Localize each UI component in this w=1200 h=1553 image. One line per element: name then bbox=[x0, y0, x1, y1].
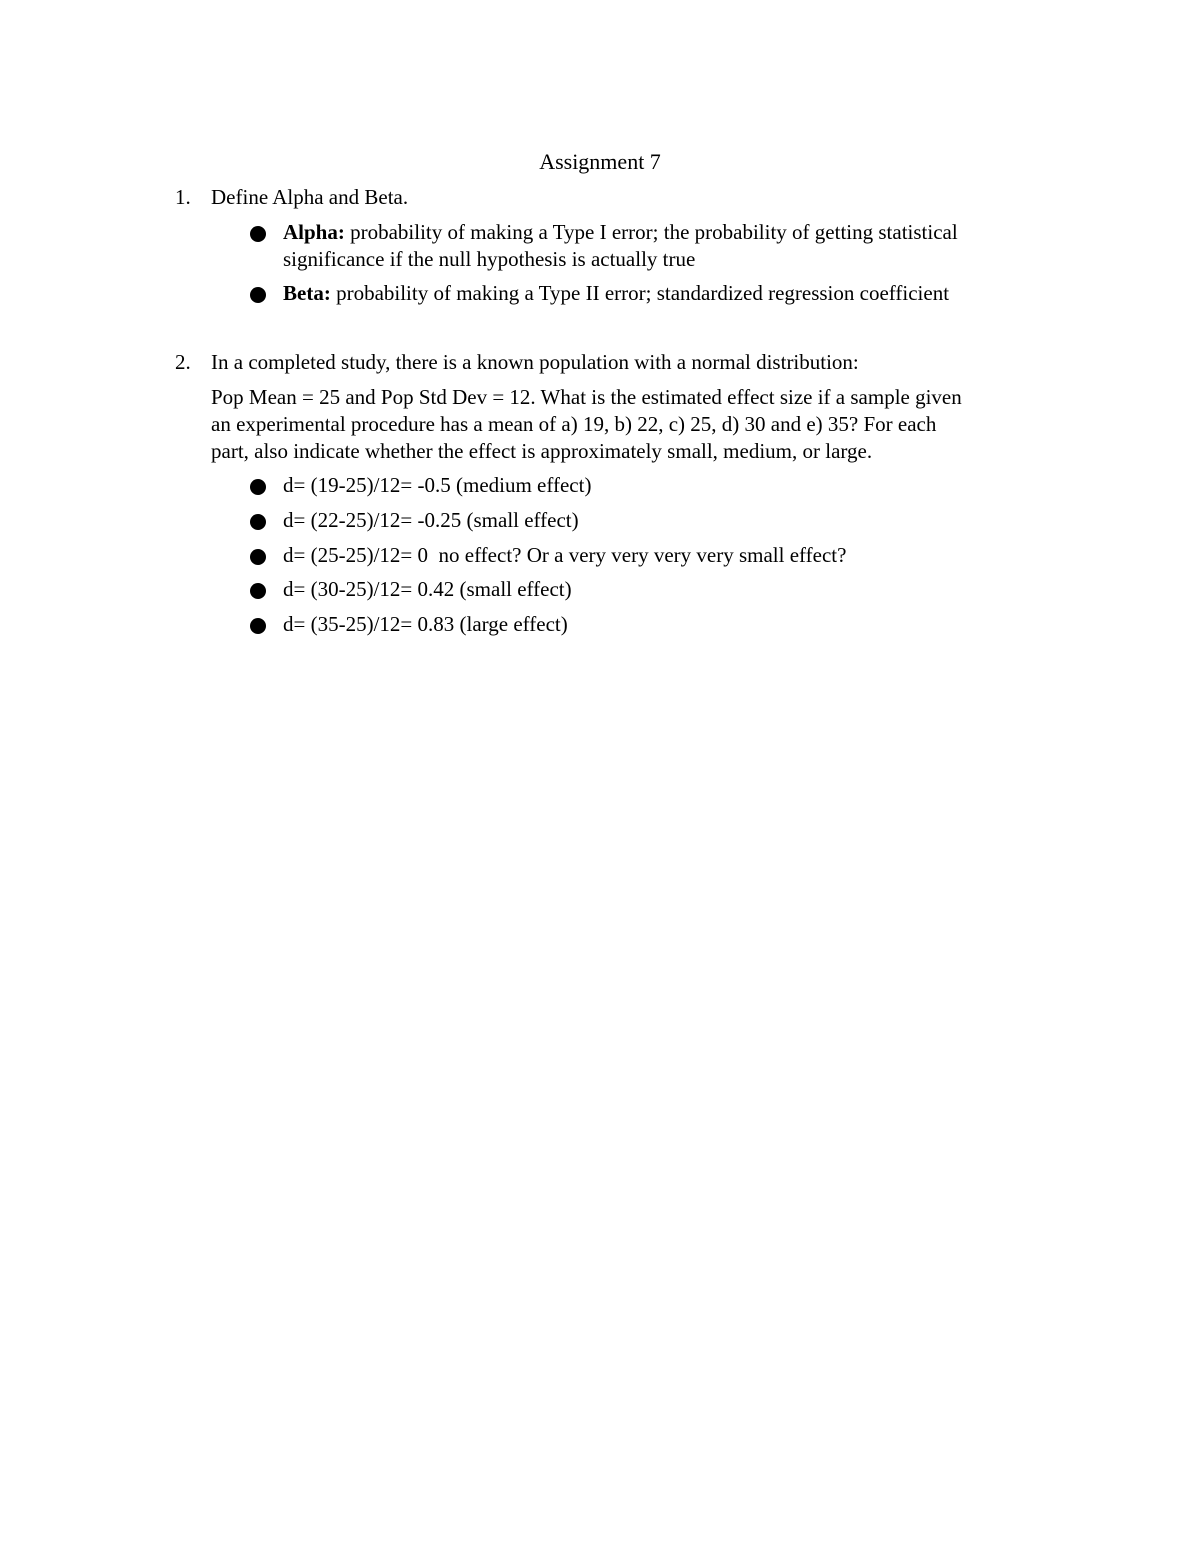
term-label: Beta: bbox=[283, 281, 331, 305]
definition-text: probability of making a Type II error; standardized regression coefficient bbox=[336, 281, 950, 305]
question-paragraph bbox=[211, 384, 1081, 465]
question-number: 2. bbox=[175, 350, 191, 374]
answer-text: d= (30-25)/12= 0.42 (small effect) bbox=[283, 577, 572, 601]
definition-text-continued: significance if the null hypothesis is actually true bbox=[283, 247, 696, 271]
page-title: Assignment 7 bbox=[539, 149, 661, 174]
question-number: 1. bbox=[175, 185, 191, 209]
bullet-icon bbox=[250, 514, 266, 530]
paragraph-line: Pop Mean = 25 and Pop Std Dev = 12. What is the estimated effect size if a sample given bbox=[211, 385, 962, 409]
answer-text: d= (35-25)/12= 0.83 (large effect) bbox=[283, 612, 568, 636]
list-item-text bbox=[283, 280, 1073, 307]
question-text: Define Alpha and Beta. bbox=[211, 185, 409, 209]
paragraph-line: part, also indicate whether the effect is approximately small, medium, or large. bbox=[211, 439, 873, 463]
bullet-icon bbox=[250, 287, 266, 303]
bullet-icon bbox=[250, 583, 266, 599]
question-text: In a completed study, there is a known population with a normal distribution: bbox=[211, 350, 859, 374]
bullet-icon bbox=[250, 479, 266, 495]
term-label: Alpha: bbox=[283, 220, 345, 244]
definition-text: probability of making a Type I error; the probability of getting statistical bbox=[350, 220, 958, 244]
answer-text: d= (22-25)/12= -0.25 (small effect) bbox=[283, 508, 579, 532]
answer-text: d= (25-25)/12= 0 no effect? Or a very very very very small effect? bbox=[283, 543, 847, 567]
paragraph-line: an experimental procedure has a mean of a) 19, b) 22, c) 25, d) 30 and e) 35? For each bbox=[211, 412, 937, 436]
bullet-icon bbox=[250, 618, 266, 634]
list-item-text bbox=[283, 219, 1073, 273]
answer-text: d= (19-25)/12= -0.5 (medium effect) bbox=[283, 473, 592, 497]
bullet-icon bbox=[250, 549, 266, 565]
bullet-icon bbox=[250, 226, 266, 242]
